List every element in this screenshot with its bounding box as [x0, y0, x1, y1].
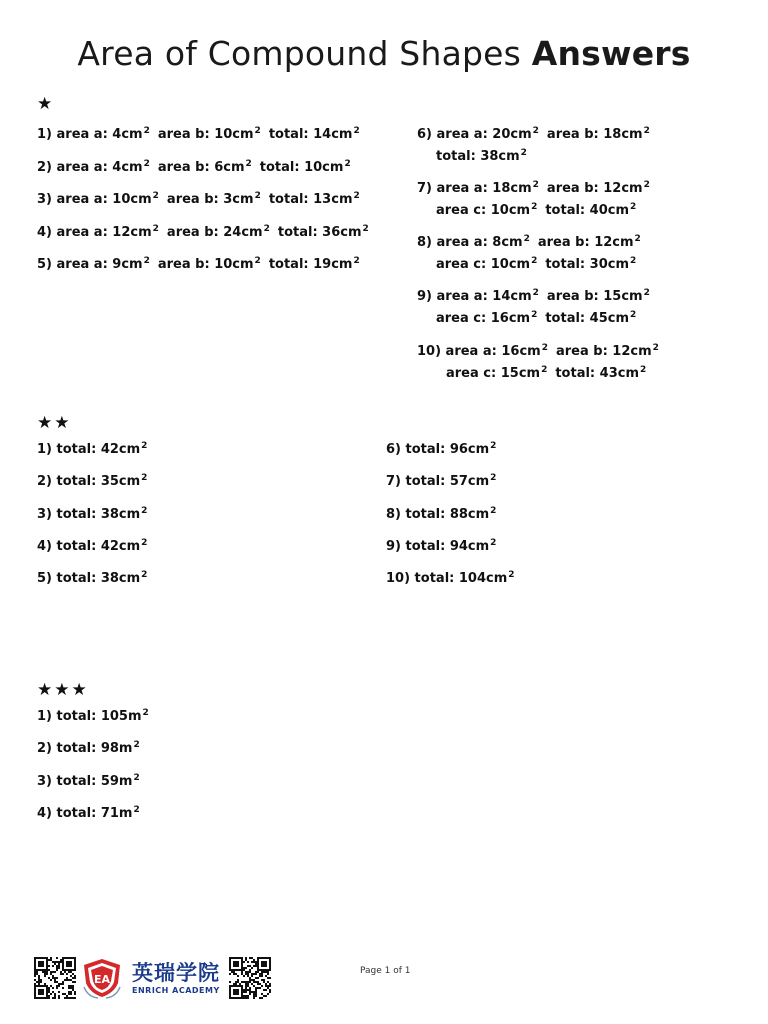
squared-superscript: 2	[141, 537, 148, 548]
squared-superscript: 2	[133, 740, 140, 751]
squared-superscript: 2	[643, 180, 650, 190]
answer-text: area b: 24cm	[166, 224, 263, 240]
answer-text: 8) area a: 8cm	[417, 235, 523, 250]
answer-text: 1) total: 105m	[37, 709, 142, 724]
answer-text: 10) area a: 16cm	[417, 344, 541, 359]
answer-text: area b: 3cm	[166, 192, 254, 207]
answer-text: area b: 10cm	[157, 127, 254, 142]
title-bold: Answers	[531, 34, 691, 73]
answer-text: 3) area a: 10cm	[37, 192, 152, 207]
answer-text: 5) total: 38cm	[37, 571, 141, 587]
answer-line	[386, 570, 515, 588]
answer-text: 7) total: 57cm	[386, 474, 490, 490]
squared-superscript: 2	[490, 505, 497, 516]
answer-text: 6) area a: 20cm	[417, 127, 532, 142]
squared-superscript: 2	[630, 310, 637, 320]
answer-text: 3) total: 59m	[37, 773, 133, 789]
squared-superscript: 2	[490, 537, 497, 548]
squared-superscript: 2	[508, 570, 515, 581]
answer-text: total: 13cm	[268, 192, 353, 207]
answer-text: 4) area a: 12cm	[37, 224, 152, 240]
answer-line	[386, 538, 496, 556]
answer-text: 1) total: 42cm	[37, 442, 141, 457]
squared-superscript: 2	[541, 343, 548, 353]
answer-line	[37, 506, 147, 524]
section-3-stars: ★★★	[37, 680, 89, 700]
brand-name-english: ENRICH ACADEMY	[132, 986, 220, 995]
answer-text: 2) total: 35cm	[37, 474, 141, 490]
answer-text: area b: 15cm	[546, 289, 643, 304]
answer-text: area b: 6cm	[157, 159, 245, 175]
badge-text: EA	[93, 973, 111, 986]
answer-line	[386, 506, 496, 524]
answer-text: area b: 12cm	[546, 181, 643, 196]
squared-superscript: 2	[245, 158, 252, 169]
answer-text: total: 19cm	[268, 257, 353, 272]
answer-line	[37, 224, 369, 242]
answer-text: total: 43cm	[555, 366, 639, 381]
answer-line	[37, 538, 147, 556]
squared-superscript: 2	[143, 158, 150, 169]
answer-line	[37, 441, 147, 459]
squared-superscript: 2	[152, 191, 159, 201]
answer-line	[417, 180, 650, 198]
squared-superscript: 2	[141, 505, 148, 516]
squared-superscript: 2	[531, 256, 538, 266]
title-regular: Area of Compound Shapes	[77, 34, 522, 73]
squared-superscript: 2	[142, 708, 149, 718]
answer-line-continuation	[436, 256, 636, 274]
squared-superscript: 2	[263, 223, 270, 234]
squared-superscript: 2	[532, 180, 539, 190]
answer-line	[37, 256, 360, 274]
squared-superscript: 2	[143, 126, 150, 136]
answer-line	[417, 343, 659, 361]
squared-superscript: 2	[362, 223, 369, 234]
squared-superscript: 2	[254, 256, 261, 266]
squared-superscript: 2	[531, 202, 538, 212]
answer-line-continuation	[436, 310, 636, 328]
squared-superscript: 2	[520, 148, 527, 158]
answer-text: 5) area a: 9cm	[37, 257, 143, 272]
squared-superscript: 2	[523, 234, 530, 244]
answer-text: area b: 12cm	[537, 235, 634, 250]
squared-superscript: 2	[532, 126, 539, 136]
answer-line	[37, 473, 147, 491]
answer-line	[37, 191, 360, 209]
squared-superscript: 2	[254, 191, 261, 201]
section-1-stars: ★	[37, 94, 55, 114]
answer-line	[37, 805, 140, 823]
answer-text: area c: 16cm	[436, 311, 531, 326]
answer-text: total: 40cm	[545, 203, 629, 218]
answer-line	[417, 126, 650, 144]
answer-text: 9) area a: 14cm	[417, 289, 532, 304]
answer-text: total: 38cm	[436, 149, 520, 164]
squared-superscript: 2	[353, 126, 360, 136]
page-title	[0, 34, 768, 73]
squared-superscript: 2	[652, 343, 659, 353]
answer-text: 7) area a: 18cm	[417, 181, 532, 196]
answer-line	[417, 234, 641, 252]
answer-text: area c: 10cm	[436, 257, 531, 272]
squared-superscript: 2	[133, 772, 140, 783]
answer-text: total: 45cm	[545, 311, 629, 326]
squared-superscript: 2	[541, 365, 548, 375]
answer-text: total: 10cm	[259, 159, 344, 175]
answer-text: area c: 10cm	[436, 203, 531, 218]
answer-text: total: 14cm	[268, 127, 353, 142]
answer-text: 6) total: 96cm	[386, 442, 490, 457]
answer-text: total: 36cm	[277, 224, 362, 240]
answer-line	[386, 441, 496, 459]
answer-text: area b: 18cm	[546, 127, 643, 142]
answer-line	[37, 708, 149, 726]
squared-superscript: 2	[643, 126, 650, 136]
squared-superscript: 2	[634, 234, 641, 244]
page-number: Page 1 of 1	[360, 966, 411, 976]
squared-superscript: 2	[133, 804, 140, 815]
brand-name-chinese: 英瑞学院	[132, 961, 220, 985]
answer-text: total: 30cm	[545, 257, 629, 272]
answer-text: 1) area a: 4cm	[37, 127, 143, 142]
answer-line	[386, 473, 496, 491]
squared-superscript: 2	[141, 570, 148, 581]
answer-line	[37, 570, 147, 588]
answer-line	[37, 773, 140, 791]
squared-superscript: 2	[141, 441, 148, 451]
answer-line	[417, 288, 650, 306]
answer-text: area b: 10cm	[157, 257, 254, 272]
answer-line-continuation	[436, 148, 527, 166]
squared-superscript: 2	[490, 473, 497, 484]
answer-text: 3) total: 38cm	[37, 506, 141, 522]
squared-superscript: 2	[640, 365, 647, 375]
squared-superscript: 2	[531, 310, 538, 320]
answer-line	[37, 159, 351, 177]
squared-superscript: 2	[143, 256, 150, 266]
squared-superscript: 2	[643, 288, 650, 298]
answer-text: area c: 15cm	[446, 366, 541, 381]
squared-superscript: 2	[353, 256, 360, 266]
academy-badge-icon	[80, 957, 124, 999]
qr-code-icon	[34, 957, 76, 999]
squared-superscript: 2	[254, 126, 261, 136]
squared-superscript: 2	[152, 223, 159, 234]
answer-text: area b: 12cm	[555, 344, 652, 359]
answer-line	[37, 126, 360, 144]
squared-superscript: 2	[344, 158, 351, 169]
answer-text: 10) total: 104cm	[386, 571, 508, 587]
squared-superscript: 2	[141, 473, 148, 484]
squared-superscript: 2	[490, 441, 497, 451]
squared-superscript: 2	[630, 202, 637, 212]
answer-line-continuation	[436, 202, 636, 220]
section-2-stars: ★★	[37, 413, 72, 433]
squared-superscript: 2	[353, 191, 360, 201]
answer-text: 4) total: 71m	[37, 805, 133, 821]
answer-text: 2) total: 98m	[37, 741, 133, 757]
footer-logo	[34, 955, 274, 1001]
answer-text: 2) area a: 4cm	[37, 159, 143, 175]
answer-text: 9) total: 94cm	[386, 538, 490, 554]
answer-line-continuation	[446, 365, 646, 383]
qr-code-icon	[229, 957, 271, 999]
squared-superscript: 2	[532, 288, 539, 298]
squared-superscript: 2	[630, 256, 637, 266]
answer-text: 8) total: 88cm	[386, 506, 490, 522]
answer-text: 4) total: 42cm	[37, 538, 141, 554]
answer-line	[37, 740, 140, 758]
